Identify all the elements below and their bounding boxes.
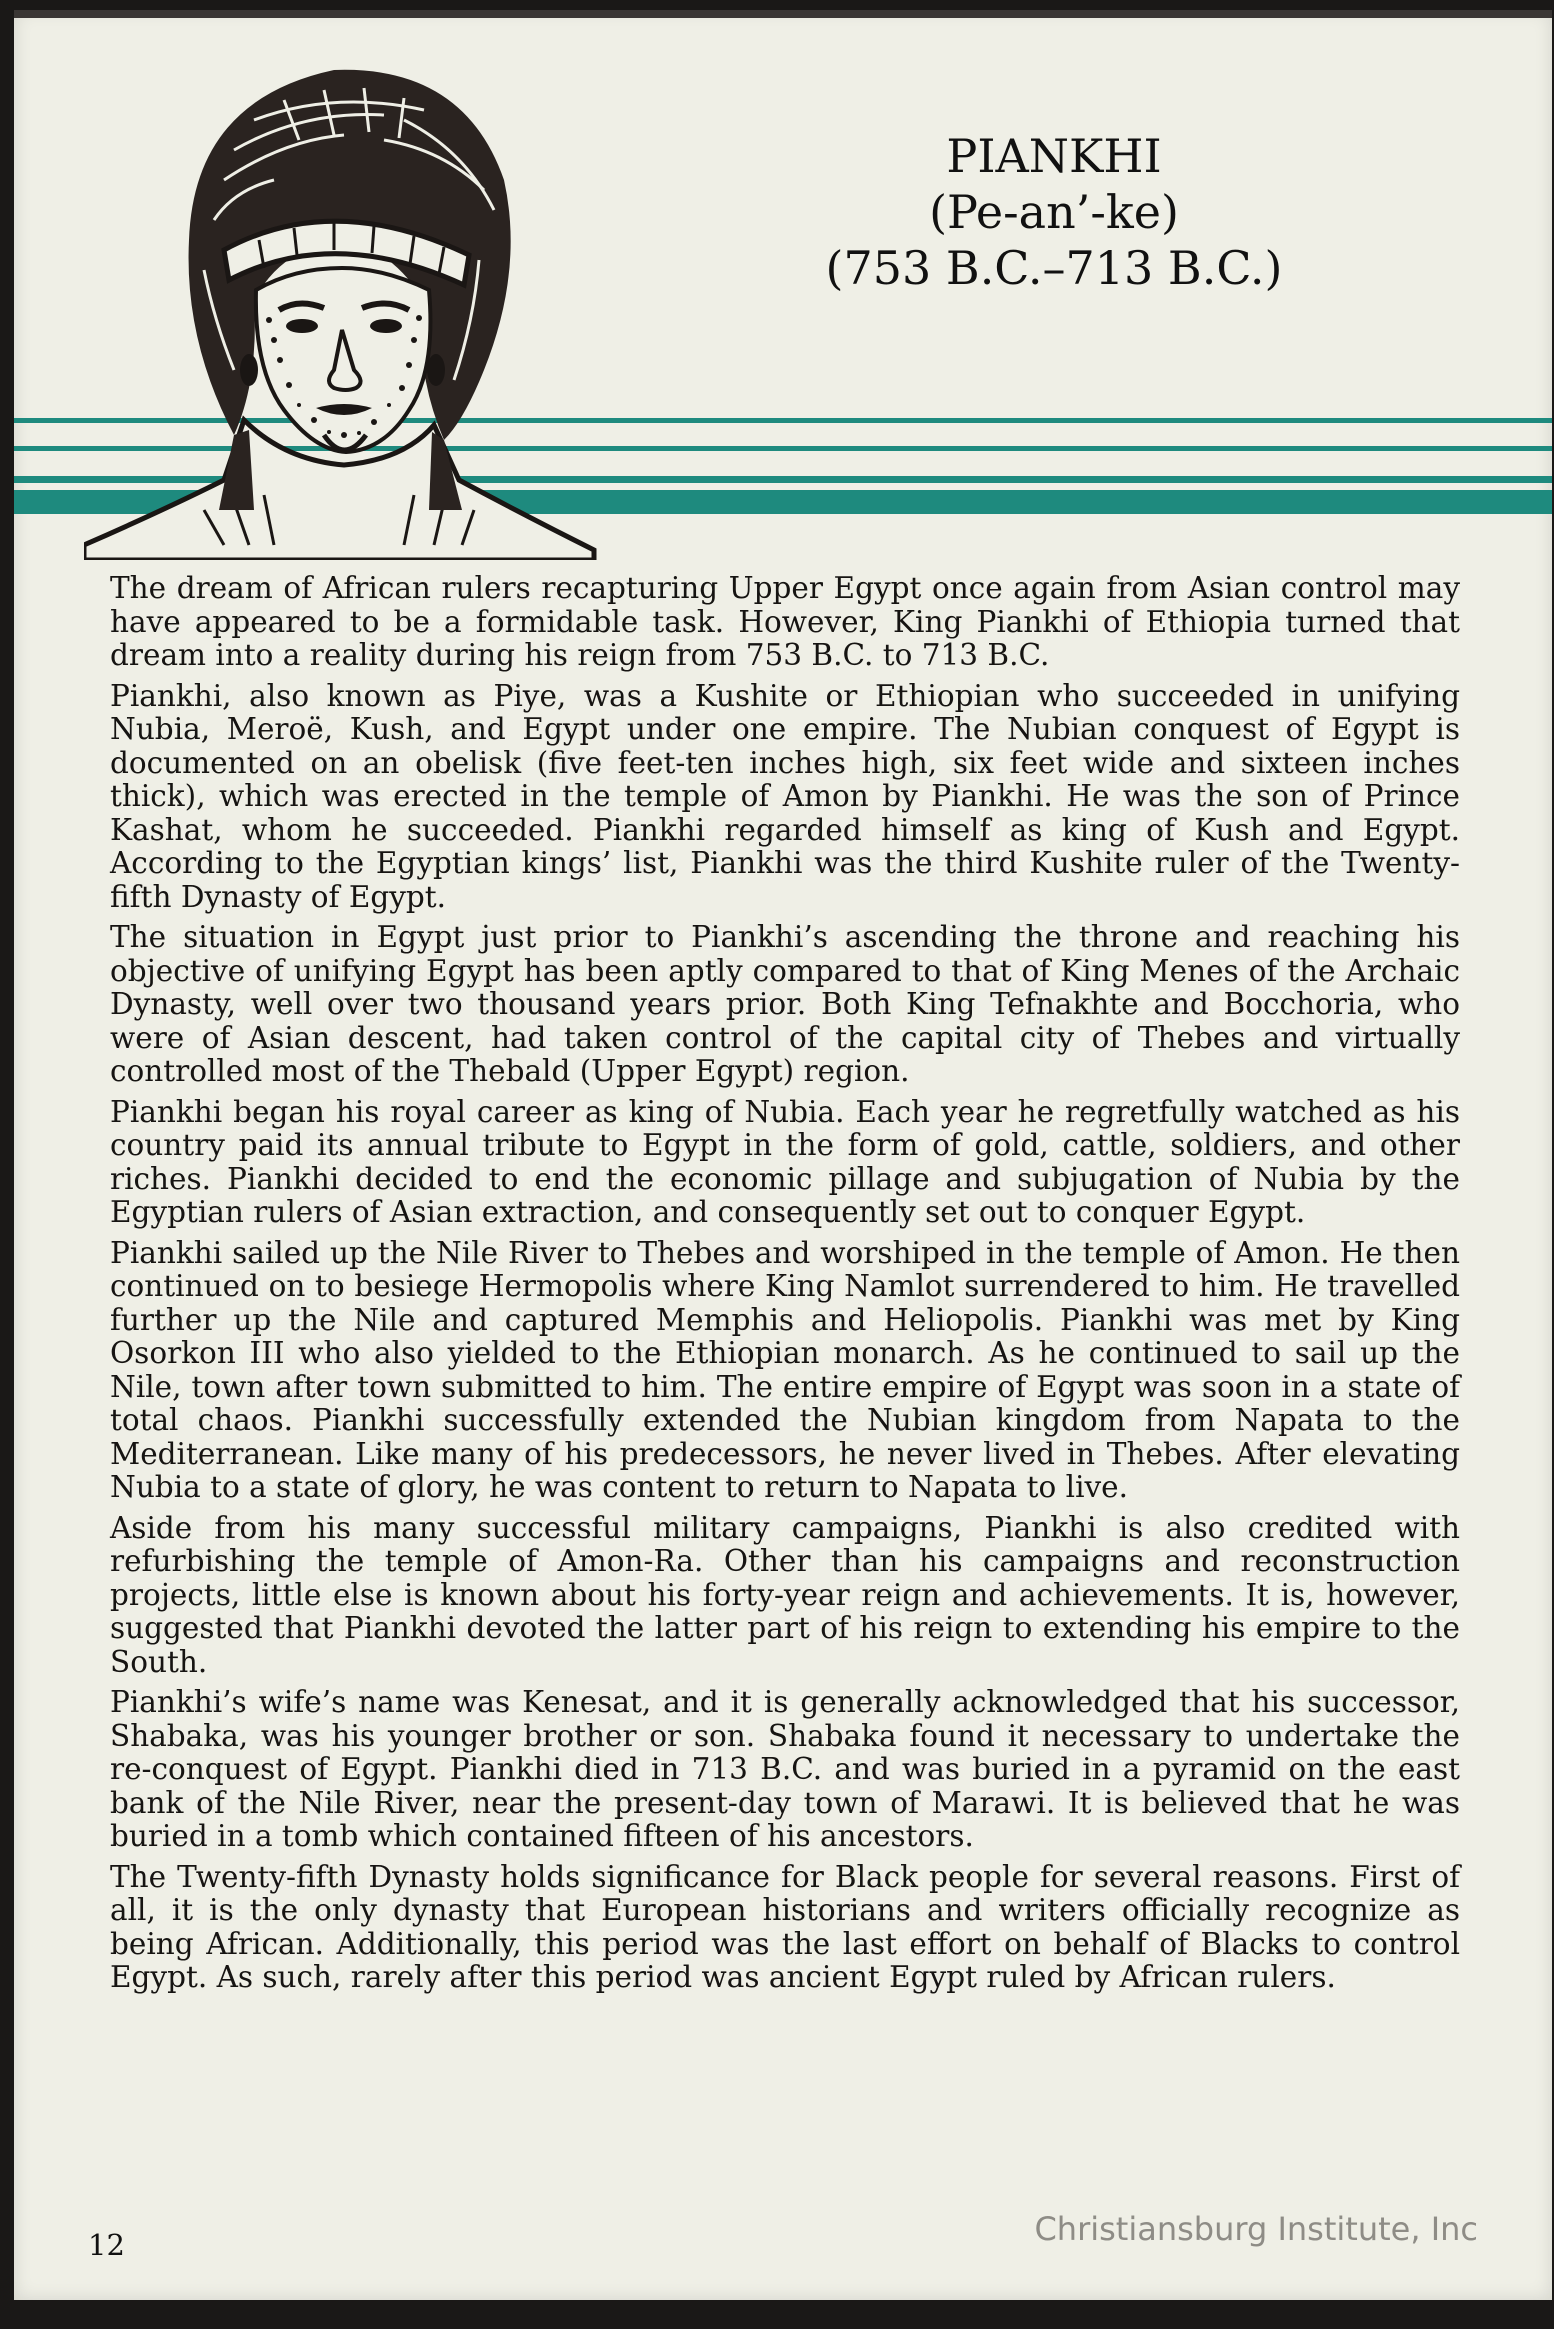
page-number: 12 <box>88 2228 125 2262</box>
paragraph: Piankhi’s wife’s name was Kenesat, and it is generally acknowledged that his successor, Shabaka, was his younger brother or son. Shabaka found it necessary to undertake the re-conquest of Egypt. Piankhi died in 713 B.C. and was buried in a pyramid on the east bank of the Nile River, near the present-day town of Marawi. It is believed that he was buried in a tomb which contained fifteen of his ancestors. <box>110 1685 1460 1853</box>
document-page <box>14 10 1552 2300</box>
paragraph: Piankhi, also known as Piye, was a Kushite or Ethiopian who succeeded in unifying Nubia, Meroë, Kush, and Egypt under one empire. The Nubian conquest of Egypt is documented on an obelisk (five feet-ten inches high, six feet wide and sixteen inches thick), which was erected in the temple of Amon by Piankhi. He was the son of Prince Kashat, whom he succeeded. Piankhi regarded himself as king of Kush and Egypt. According to the Egyptian kings’ list, Piankhi was the third Kushite ruler of the Twenty-fifth Dynasty of Egypt. <box>110 678 1460 914</box>
reign-dates: (753 B.C.–713 B.C.) <box>825 241 1283 295</box>
paragraph: Aside from his many successful military campaigns, Piankhi is also credited with refurbishing the temple of Amon-Ra. Other than his campaigns and reconstruction projects, little else is known about his forty-year reign and achievements. It is, however, suggested that Piankhi devoted the latter part of his reign to extending his empire to the South. <box>110 1510 1460 1679</box>
pronunciation: (Pe-an’-ke) <box>929 185 1179 239</box>
top-edge-band <box>14 10 1552 18</box>
paragraph: The situation in Egypt just prior to Piankhi’s ascending the throne and reaching his objective of unifying Egypt has been aptly compared to that of King Menes of the Archaic Dynasty, well over two thousand years prior. Both King Tefnakhte and Bocchoria, who were of Asian descent, had taken control of the capital city of Thebes and virtually controlled most of the Thebald (Upper Egypt) region. <box>110 920 1460 1088</box>
paragraph: The dream of African rulers recapturing Upper Egypt once again from Asian control may have appeared to be a formidable task. However, King Piankhi of Ethiopia turned that dream into a reality during his reign from 753 B.C. to 713 B.C. <box>110 571 1460 672</box>
title-block <box>774 128 1334 296</box>
page-title: PIANKHI <box>946 129 1162 183</box>
paragraph: Piankhi began his royal career as king of Nubia. Each year he regretfully watched as his country paid its annual tribute to Egypt in the form of gold, cattle, soldiers, and other riches. Piankhi decided to end the economic pillage and subjugation of Nubia by the Egyptian rulers of Asian extraction, and consequently set out to conquer Egypt. <box>110 1094 1460 1229</box>
pharaoh-portrait-illustration <box>84 40 604 560</box>
watermark-text: Christiansburg Institute, Inc <box>1034 2210 1478 2248</box>
body-text <box>110 572 1460 2002</box>
paragraph: Piankhi sailed up the Nile River to Thebes and worshiped in the temple of Amon. He then continued on to besiege Hermopolis where King Namlot surrendered to him. He travelled further up the Nile and captured Memphis and Heliopolis. Piankhi was met by King Osorkon III who also yielded to the Ethiopian monarch. As he continued to sail up the Nile, town after town submitted to him. The entire empire of Egypt was soon in a state of total chaos. Piankhi successfully extended the Nubian kingdom from Napata to the Mediterranean. Like many of his predecessors, he never lived in Thebes. After elevating Nubia to a state of glory, he was content to return to Napata to live. <box>110 1235 1460 1504</box>
paragraph: The Twenty-fifth Dynasty holds significance for Black people for several reasons. First of all, it is the only dynasty that European historians and writers officially recognize as being African. Additionally, this period was the last effort on behalf of Blacks to control Egypt. As such, rarely after this period was ancient Egypt ruled by African rulers. <box>110 1859 1460 1994</box>
